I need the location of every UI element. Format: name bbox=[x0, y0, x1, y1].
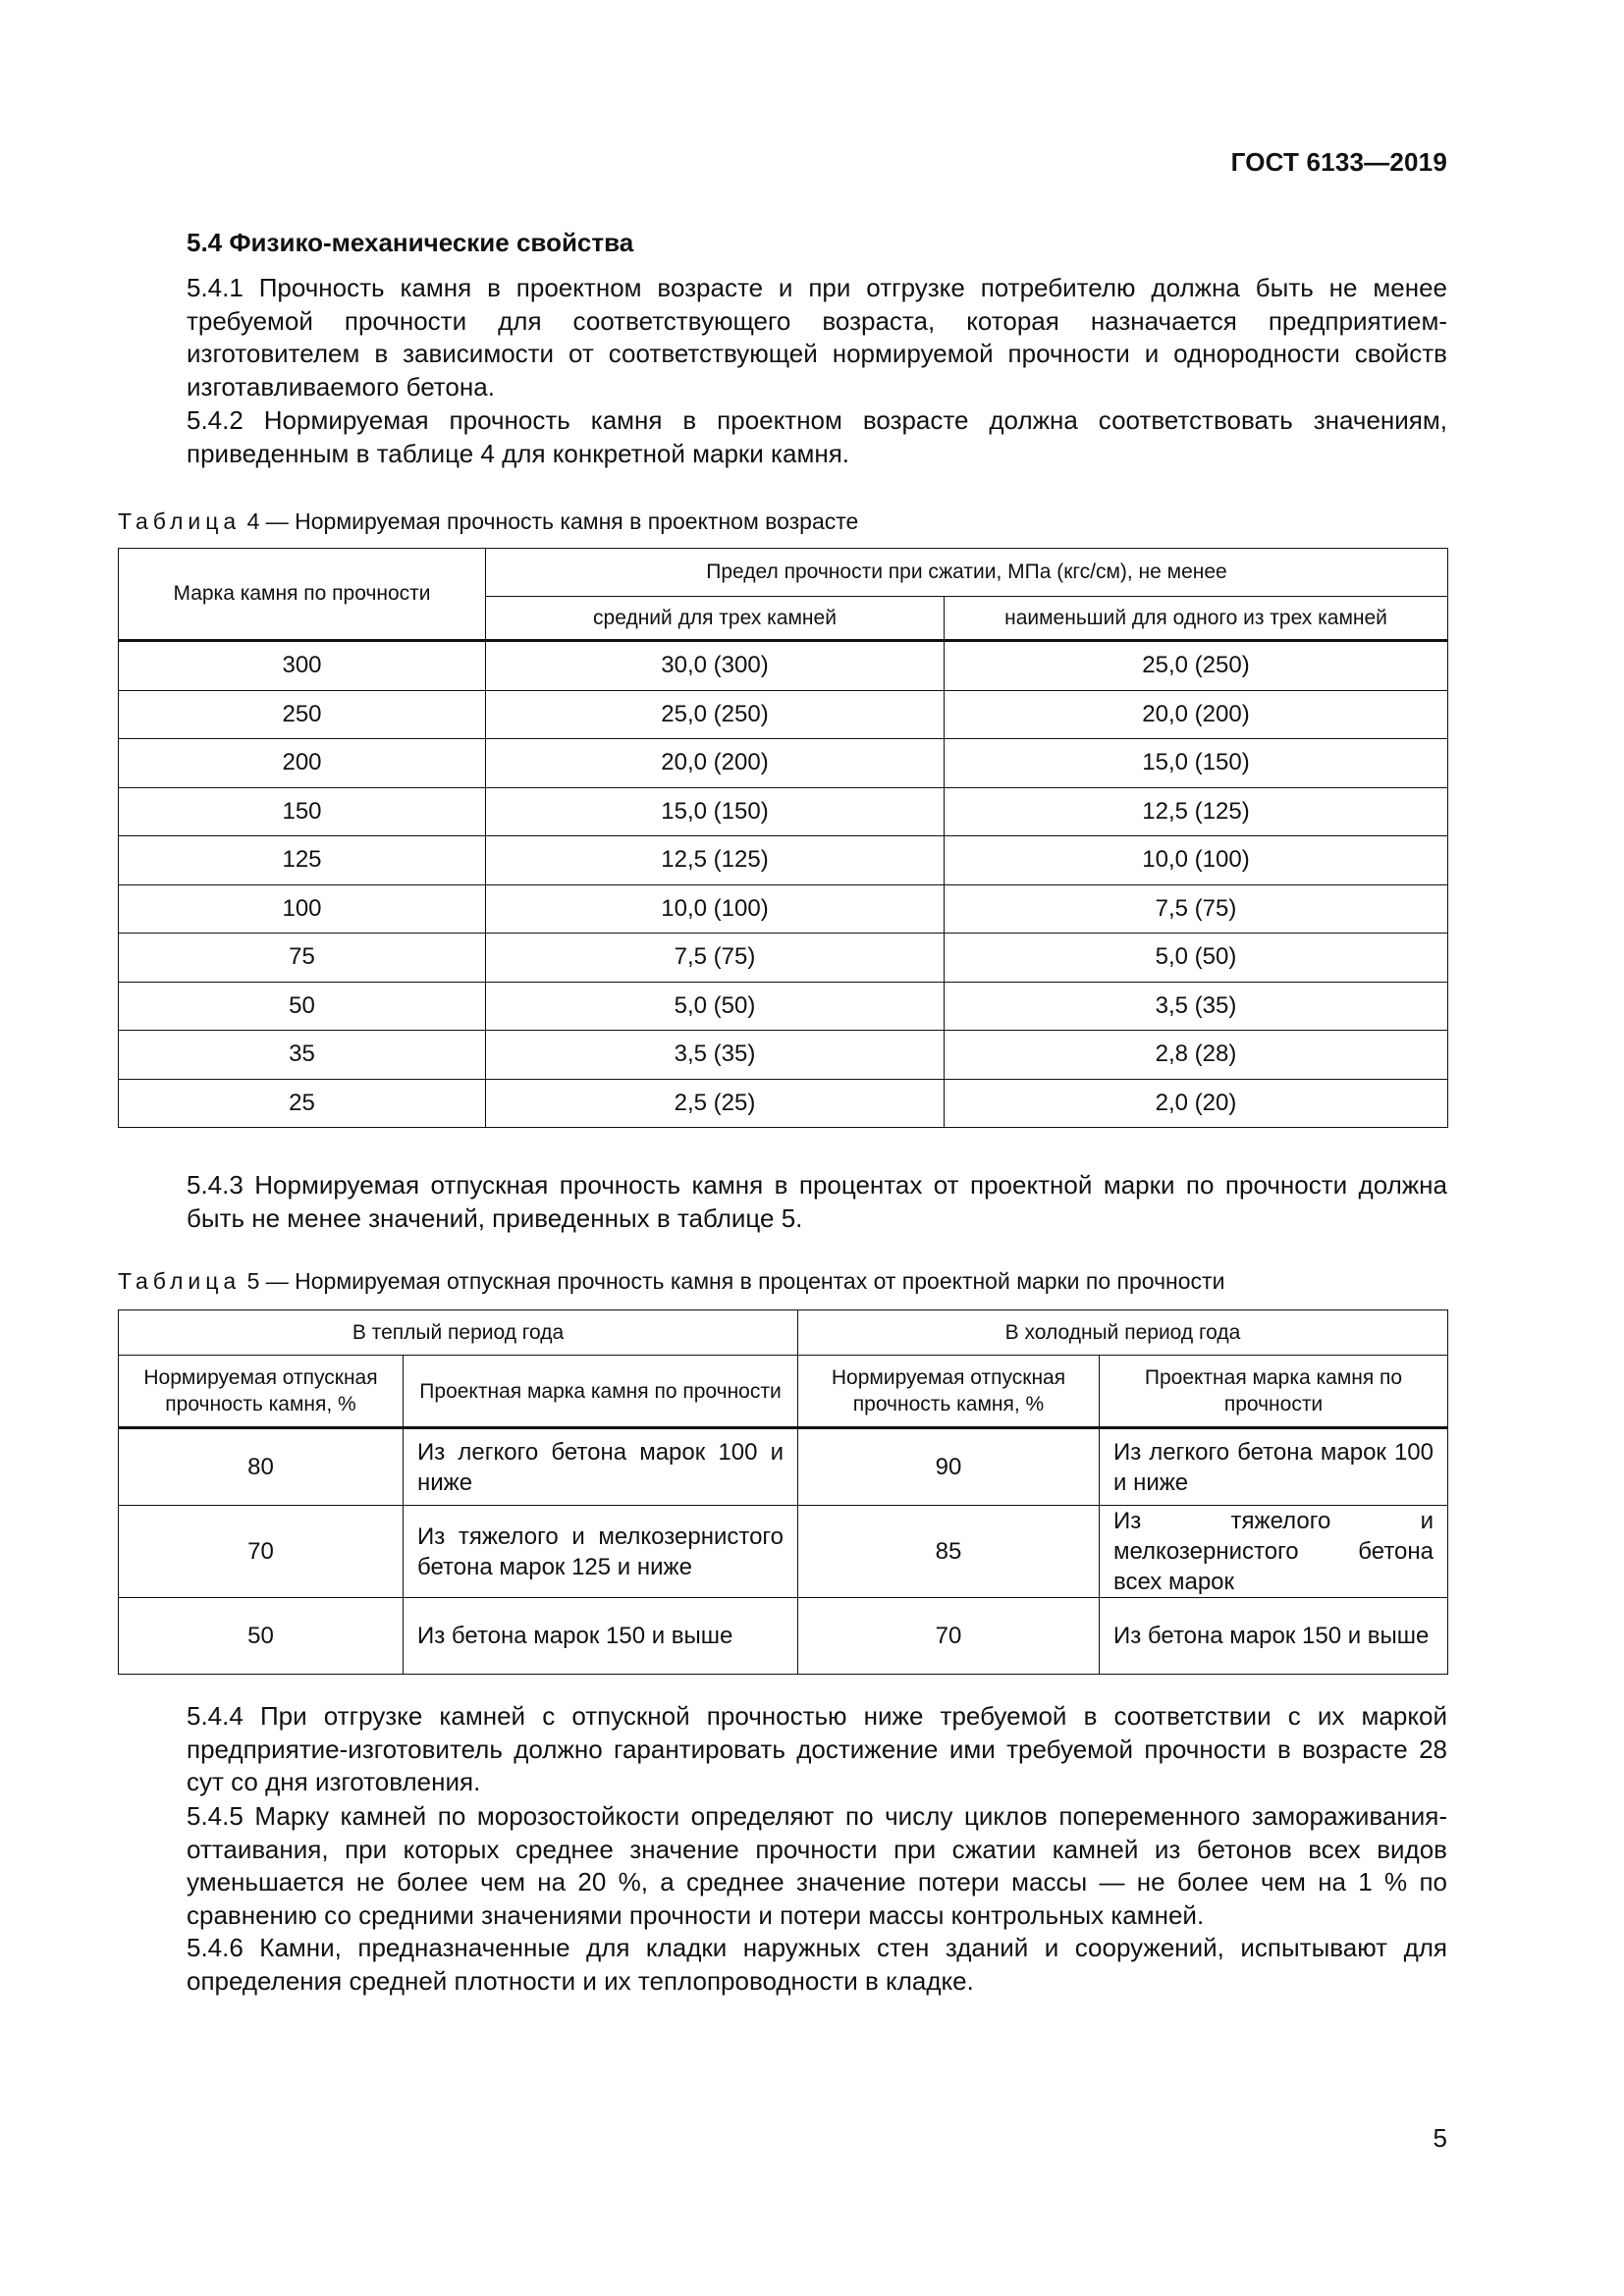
cell-avg: 12,5 (125) bbox=[486, 836, 945, 885]
table-row bbox=[119, 1598, 1448, 1675]
table-row bbox=[119, 934, 1448, 983]
table-5-header-warm-strength: Нормируемая отпускная прочность камня, % bbox=[119, 1356, 404, 1428]
cell-min: 15,0 (150) bbox=[945, 739, 1448, 788]
table-row bbox=[119, 690, 1448, 739]
cell-avg: 20,0 (200) bbox=[486, 739, 945, 788]
caption-word: Таблица bbox=[118, 508, 242, 534]
cell-mark: 100 bbox=[119, 884, 486, 934]
cell-avg: 7,5 (75) bbox=[486, 934, 945, 983]
table-4-header-min: наименьший для одного из трех камней bbox=[945, 597, 1448, 641]
cell-avg: 25,0 (250) bbox=[486, 690, 945, 739]
table-5-header-cold-mark: Проектная марка камня по прочности bbox=[1100, 1356, 1448, 1428]
cell-mark: 300 bbox=[119, 641, 486, 691]
table-4 bbox=[118, 548, 1448, 1128]
cell-mark: 250 bbox=[119, 690, 486, 739]
table-row bbox=[119, 1428, 1448, 1506]
cell-min: 10,0 (100) bbox=[945, 836, 1448, 885]
cell-avg: 15,0 (150) bbox=[486, 787, 945, 836]
table-row bbox=[119, 1506, 1448, 1598]
paragraph-text: 5.4.6 Камни, предназначенные для кладки наружных стен зданий и сооружений, испытывают для определения средней плотности и их теплопроводности в кладке. bbox=[187, 1933, 1447, 1996]
cell-avg: 3,5 (35) bbox=[486, 1031, 945, 1080]
table-4-header-avg: средний для трех камней bbox=[486, 597, 945, 641]
paragraph-5-4-3 bbox=[118, 1169, 1447, 1235]
caption-text: 5 — Нормируемая отпускная прочность камня в процентах от проектной марки по прочности bbox=[241, 1268, 1225, 1294]
cell-avg: 2,5 (25) bbox=[486, 1079, 945, 1128]
cell-min: 2,0 (20) bbox=[945, 1079, 1448, 1128]
paragraph-text: 5.4.3 Нормируемая отпускная прочность камня в процентах от проектной марки по прочности должна быть не менее значений, приведенных в таблице 5. bbox=[187, 1170, 1447, 1233]
cell-avg: 5,0 (50) bbox=[486, 982, 945, 1031]
cell-min: 5,0 (50) bbox=[945, 934, 1448, 983]
cell-cold-mark: Из бетона марок 150 и выше bbox=[1100, 1598, 1448, 1675]
table-row bbox=[119, 1079, 1448, 1128]
cell-mark: 75 bbox=[119, 934, 486, 983]
cell-warm-mark: Из тяжелого и мелкозернистого бетона марок 125 и ниже bbox=[404, 1506, 798, 1598]
cell-mark: 50 bbox=[119, 982, 486, 1031]
table-4-header-mark: Марка камня по прочности bbox=[119, 549, 486, 641]
table-row bbox=[119, 787, 1448, 836]
cell-min: 20,0 (200) bbox=[945, 690, 1448, 739]
table-4-body bbox=[119, 641, 1448, 1128]
caption-text: 4 — Нормируемая прочность камня в проектном возрасте bbox=[241, 508, 859, 534]
paragraph-text: 5.4.2 Нормируемая прочность камня в проектном возрасте должна соответствовать значениям, приведенным в таблице 4 для конкретной марки камня. bbox=[187, 405, 1447, 468]
table-5-body bbox=[119, 1428, 1448, 1675]
cell-warm-strength: 80 bbox=[119, 1428, 404, 1506]
paragraph-5-4-2 bbox=[118, 404, 1447, 470]
cell-min: 12,5 (125) bbox=[945, 787, 1448, 836]
paragraph-text: 5.4.1 Прочность камня в проектном возрасте и при отгрузке потребителю должна быть не менее требуемой прочности для соответствующего возраста, которая назначается предприятием-изготовителем в зависимости от соответствующей нормируемой прочности и однородности свойств изготавливаемого бетона. bbox=[187, 273, 1447, 401]
cell-warm-strength: 70 bbox=[119, 1506, 404, 1598]
table-4-caption bbox=[118, 508, 858, 535]
cell-min: 3,5 (35) bbox=[945, 982, 1448, 1031]
cell-cold-strength: 85 bbox=[798, 1506, 1100, 1598]
table-5-header-cold-strength: Нормируемая отпускная прочность камня, % bbox=[798, 1356, 1100, 1428]
paragraph-text: 5.4.4 При отгрузке камней с отпускной прочностью ниже требуемой в соответствии с их маркой предприятие-изготовитель должно гарантировать достижение ими требуемой прочности в возрасте 28 сут со дня изготовления. bbox=[187, 1701, 1447, 1796]
table-row bbox=[119, 739, 1448, 788]
paragraph-5-4-6 bbox=[118, 1932, 1447, 1998]
cell-cold-mark: Из тяжелого и мелкозернистого бетона всех марок bbox=[1100, 1506, 1448, 1598]
table-row bbox=[119, 1031, 1448, 1080]
caption-word: Таблица bbox=[118, 1268, 242, 1294]
paragraph-5-4-1 bbox=[118, 272, 1447, 403]
cell-min: 2,8 (28) bbox=[945, 1031, 1448, 1080]
cell-mark: 150 bbox=[119, 787, 486, 836]
table-4-header-group: Предел прочности при сжатии, МПа (кгс/см), не менее bbox=[486, 549, 1448, 597]
paragraph-5-4-5 bbox=[118, 1800, 1447, 1932]
cell-min: 25,0 (250) bbox=[945, 641, 1448, 691]
section-title: 5.4 Физико-механические свойства bbox=[187, 228, 634, 257]
cell-cold-mark: Из легкого бетона марок 100 и ниже bbox=[1100, 1428, 1448, 1506]
table-5-header-warm-mark: Проектная марка камня по прочности bbox=[404, 1356, 798, 1428]
document-code: ГОСТ 6133—2019 bbox=[1230, 147, 1447, 177]
table-5-header-cold: В холодный период года bbox=[798, 1310, 1448, 1356]
cell-avg: 30,0 (300) bbox=[486, 641, 945, 691]
cell-warm-mark: Из легкого бетона марок 100 и ниже bbox=[404, 1428, 798, 1506]
table-5-caption bbox=[118, 1268, 1224, 1295]
cell-cold-strength: 90 bbox=[798, 1428, 1100, 1506]
cell-mark: 35 bbox=[119, 1031, 486, 1080]
cell-warm-strength: 50 bbox=[119, 1598, 404, 1675]
cell-warm-mark: Из бетона марок 150 и выше bbox=[404, 1598, 798, 1675]
page-number: 5 bbox=[1433, 2123, 1447, 2153]
table-row bbox=[119, 641, 1448, 691]
cell-avg: 10,0 (100) bbox=[486, 884, 945, 934]
paragraph-text: 5.4.5 Марку камней по морозостойкости определяют по числу циклов попеременного замораживания-оттаивания, при которых среднее значение прочности при сжатии камней из бетонов всех видов уменьшается не более чем на 20 %, а среднее значение потери массы — не более чем на 1 % по сравнению со средними значениями прочности и потери массы контрольных камней. bbox=[187, 1801, 1447, 1930]
cell-min: 7,5 (75) bbox=[945, 884, 1448, 934]
table-row bbox=[119, 836, 1448, 885]
table-row bbox=[119, 982, 1448, 1031]
cell-mark: 125 bbox=[119, 836, 486, 885]
cell-cold-strength: 70 bbox=[798, 1598, 1100, 1675]
paragraph-5-4-4 bbox=[118, 1700, 1447, 1799]
cell-mark: 25 bbox=[119, 1079, 486, 1128]
table-5 bbox=[118, 1309, 1448, 1675]
table-5-header-warm: В теплый период года bbox=[119, 1310, 798, 1356]
table-row bbox=[119, 884, 1448, 934]
cell-mark: 200 bbox=[119, 739, 486, 788]
